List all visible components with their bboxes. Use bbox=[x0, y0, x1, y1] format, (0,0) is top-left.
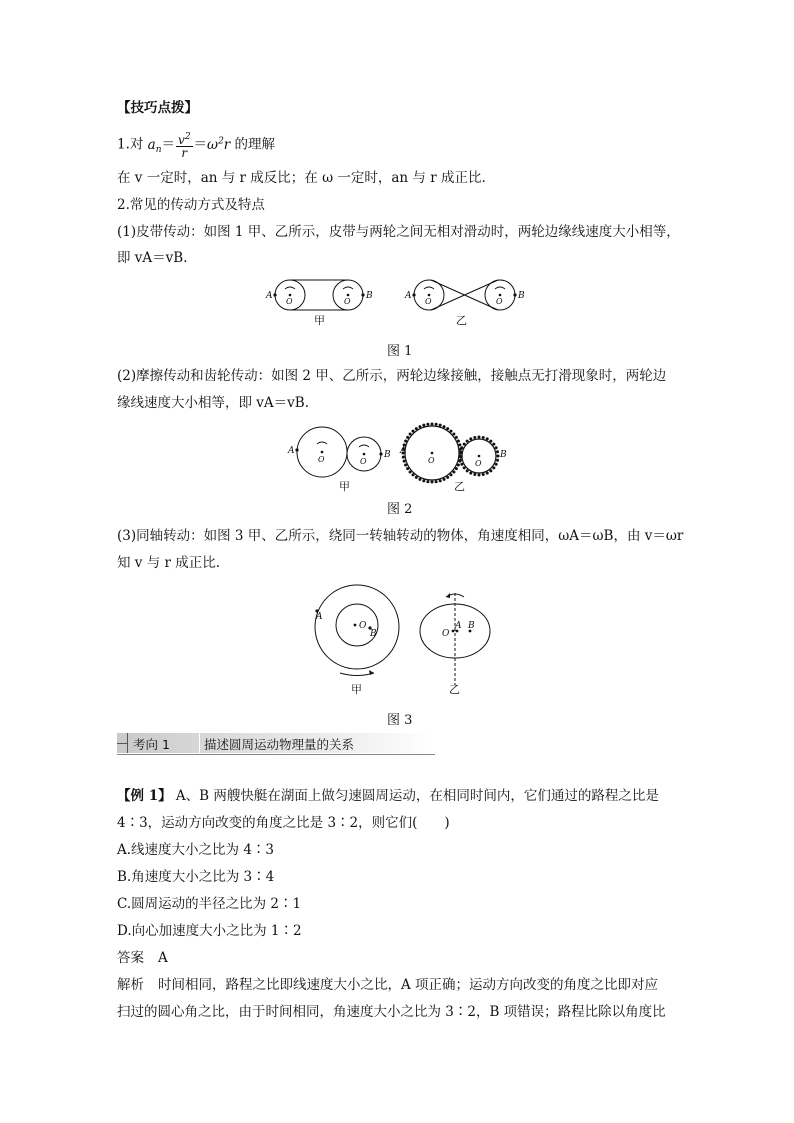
gear-tooth bbox=[406, 436, 409, 439]
friction-line2: 缘线速度大小相等，即 vA＝vB. bbox=[117, 395, 310, 411]
gear-tooth bbox=[457, 464, 460, 467]
section-banner-tick bbox=[117, 743, 127, 744]
fig1-label-O1: O bbox=[286, 297, 293, 306]
gear-tooth bbox=[460, 463, 463, 466]
fig2-label-A2: A bbox=[400, 446, 407, 456]
item1-suffix: 的理解 bbox=[230, 136, 276, 153]
gear-tooth bbox=[439, 479, 442, 482]
fig1-label-O1b: O bbox=[425, 297, 432, 306]
gear-tooth bbox=[469, 437, 472, 440]
gear-tooth bbox=[406, 467, 409, 470]
fig2-jia: 甲 bbox=[339, 480, 350, 493]
fig3-jia: 甲 bbox=[351, 683, 362, 696]
fig3-label-B2: B bbox=[468, 621, 475, 631]
fig3-label-O: O bbox=[359, 621, 367, 631]
gear-tooth bbox=[443, 425, 446, 428]
fig3-label-A: A bbox=[316, 612, 323, 622]
gear-tooth bbox=[404, 464, 407, 467]
gear-tooth bbox=[469, 472, 472, 475]
answer-value: A bbox=[158, 950, 168, 966]
fig2-label-A: A bbox=[288, 446, 295, 456]
gear-tooth bbox=[431, 481, 434, 484]
fig3-caption: 图 3 bbox=[387, 713, 413, 728]
gear-tooth bbox=[435, 423, 438, 426]
gear-tooth bbox=[455, 467, 458, 470]
item2-title: 2.常见的传动方式及特点 bbox=[117, 197, 265, 213]
fig1-jia: 甲 bbox=[314, 314, 325, 327]
gear-tooth bbox=[402, 456, 405, 459]
gear-tooth bbox=[439, 424, 442, 427]
figure-3-coaxial bbox=[302, 585, 502, 697]
fig1-yi: 乙 bbox=[456, 314, 467, 327]
fig2-label-O2b: O bbox=[475, 459, 482, 468]
section-underline bbox=[117, 754, 435, 755]
gear-tooth bbox=[478, 474, 481, 477]
fig1-label-O2: O bbox=[344, 297, 351, 306]
gear-tooth bbox=[492, 466, 495, 469]
gear-tooth bbox=[489, 440, 492, 443]
example-stem1: A、B 两艘快艇在湖面上做匀速圆周运动，在相同时间内，它们通过的路程之比是 bbox=[171, 788, 659, 804]
belt-line1: (1)皮带传动：如图 1 甲、乙所示，皮带与两轮之间无相对滑动时，两轮边缘线速度大小相等， bbox=[117, 224, 680, 240]
gear-tooth bbox=[486, 472, 489, 475]
coaxial-line1: (3)同轴转动：如图 3 甲、乙所示，绕同一转轴转动的物体，角速度相同，ωA＝ωB，由 v＝ωr bbox=[117, 528, 684, 544]
fig1-label-A: A bbox=[266, 291, 273, 301]
gear-tooth bbox=[415, 427, 418, 430]
fig2-label-B: B bbox=[384, 450, 391, 460]
fig3-label-O2: O bbox=[442, 629, 450, 639]
option-b: B.角速度大小之比为 3∶4 bbox=[117, 869, 275, 885]
gear-tooth bbox=[449, 430, 452, 433]
figure-1-belt-drive bbox=[262, 274, 525, 328]
answer-line bbox=[117, 949, 168, 967]
gear-tooth bbox=[459, 459, 462, 462]
gear-tooth bbox=[455, 436, 458, 439]
gear-tooth bbox=[482, 473, 485, 476]
gear-tooth bbox=[495, 446, 498, 449]
analysis-line1 bbox=[117, 976, 658, 994]
fig2-label-O1: O bbox=[318, 455, 325, 464]
gear-tooth bbox=[473, 436, 476, 439]
section-banner bbox=[117, 733, 435, 755]
gear-tooth bbox=[495, 463, 498, 466]
gear-tooth bbox=[463, 443, 466, 446]
gear-tooth bbox=[446, 476, 449, 479]
coaxial-line2: 知 v 与 r 成正比. bbox=[117, 555, 221, 571]
section-tag: 考向 1 bbox=[133, 737, 170, 752]
example-stem-line1 bbox=[117, 787, 659, 805]
section-banner-tick-vertical bbox=[127, 733, 128, 753]
gear-tooth bbox=[452, 433, 455, 436]
gear-tooth bbox=[422, 424, 425, 427]
gear-tooth bbox=[466, 440, 469, 443]
fig1-label-A2: A bbox=[405, 291, 412, 301]
fig1-label-B2: B bbox=[518, 291, 525, 301]
belt-line2: 即 vA＝vB. bbox=[117, 250, 188, 266]
gear-tooth bbox=[459, 455, 462, 458]
gear-tooth bbox=[409, 470, 412, 473]
friction-line1: (2)摩擦传动和齿轮传动：如图 2 甲、乙所示，两轮边缘接触，接触点无打滑现象时，两轮边 bbox=[117, 368, 667, 384]
option-d: D.向心加速度大小之比为 1∶2 bbox=[117, 923, 302, 939]
fig2-label-O1b: O bbox=[428, 456, 435, 465]
figure-2-friction-gear bbox=[284, 420, 514, 494]
item1-line: 1.对 $a_n=$ $\frac{v^2}{r}$ $=\omega^2r$ 的理解 bbox=[117, 132, 276, 160]
analysis-line2: 扫过的圆心角之比，由于时间相同，角速度大小之比为 3∶2，B 项错误；路程比除以角度比 bbox=[117, 1004, 666, 1020]
analysis-label: 解析 bbox=[117, 977, 144, 993]
item1-body: 在 v 一定时，an 与 r 成反比；在 ω 一定时，an 与 r 成正比. bbox=[117, 170, 486, 186]
gear-tooth bbox=[460, 446, 463, 449]
gear-tooth bbox=[431, 423, 434, 426]
fig2-caption: 图 2 bbox=[387, 502, 413, 517]
gear-tooth bbox=[404, 439, 407, 442]
gear-tooth bbox=[446, 427, 449, 430]
fig3-yi: 乙 bbox=[449, 683, 460, 696]
fig3-label-B: B bbox=[370, 629, 377, 639]
answer-label: 答案 bbox=[117, 950, 144, 966]
fig2-yi: 乙 bbox=[454, 480, 465, 493]
tips-heading: 【技巧点拨】 bbox=[117, 100, 198, 116]
fig1-label-O2b: O bbox=[496, 297, 503, 306]
gear-tooth bbox=[418, 425, 421, 428]
gear-tooth bbox=[403, 460, 406, 463]
fig1-caption: 图 1 bbox=[387, 344, 413, 359]
gear-tooth bbox=[426, 423, 429, 426]
section-title: 描述圆周运动物理量的关系 bbox=[204, 737, 355, 752]
gear-tooth bbox=[449, 473, 452, 476]
gear-tooth bbox=[412, 473, 415, 476]
gear-tooth bbox=[443, 478, 446, 481]
gear-tooth bbox=[412, 430, 415, 433]
fig2-label-O2: O bbox=[360, 457, 367, 466]
gear-tooth bbox=[486, 437, 489, 440]
gear-tooth bbox=[463, 466, 466, 469]
item1-prefix: 1.对 bbox=[117, 136, 148, 153]
gear-tooth bbox=[452, 470, 455, 473]
option-c: C.圆周运动的半径之比为 2∶1 bbox=[117, 896, 302, 912]
gear-tooth bbox=[458, 443, 461, 446]
gear-tooth bbox=[418, 478, 421, 481]
formula-an: $a_n$ bbox=[147, 136, 162, 155]
gear-tooth bbox=[478, 436, 481, 439]
gear-tooth bbox=[496, 450, 499, 453]
gear-tooth bbox=[409, 433, 412, 436]
gear-tooth bbox=[496, 459, 499, 462]
example-stem-line2: 4∶3，运动方向改变的角度之比是 3∶2，则它们( ) bbox=[117, 815, 450, 831]
gear-tooth bbox=[473, 473, 476, 476]
gear-tooth bbox=[426, 480, 429, 483]
formula-fraction: $\frac{v^2}{r}$ bbox=[178, 132, 191, 160]
gear-tooth bbox=[492, 443, 495, 446]
gear-tooth bbox=[459, 450, 462, 453]
gear-tooth bbox=[466, 469, 469, 472]
option-a: A.线速度大小之比为 4∶3 bbox=[117, 842, 275, 858]
gear-tooth bbox=[457, 439, 460, 442]
gear-tooth bbox=[482, 436, 485, 439]
gear-tooth bbox=[422, 479, 425, 482]
fig3-label-A2: A bbox=[455, 621, 462, 631]
fig1-label-B: B bbox=[366, 291, 373, 301]
fig2-label-B2: B bbox=[500, 450, 507, 460]
section-banner-separator bbox=[199, 733, 200, 753]
analysis-text1: 时间相同，路程之比即线速度大小之比，A 项正确；运动方向改变的角度之比即对应 bbox=[158, 977, 659, 993]
gear-tooth bbox=[415, 476, 418, 479]
gear-tooth bbox=[435, 480, 438, 483]
gear-tooth bbox=[489, 469, 492, 472]
formula-omega: $\omega^2r$ bbox=[207, 136, 231, 153]
example-label: 【例 1】 bbox=[117, 788, 172, 804]
